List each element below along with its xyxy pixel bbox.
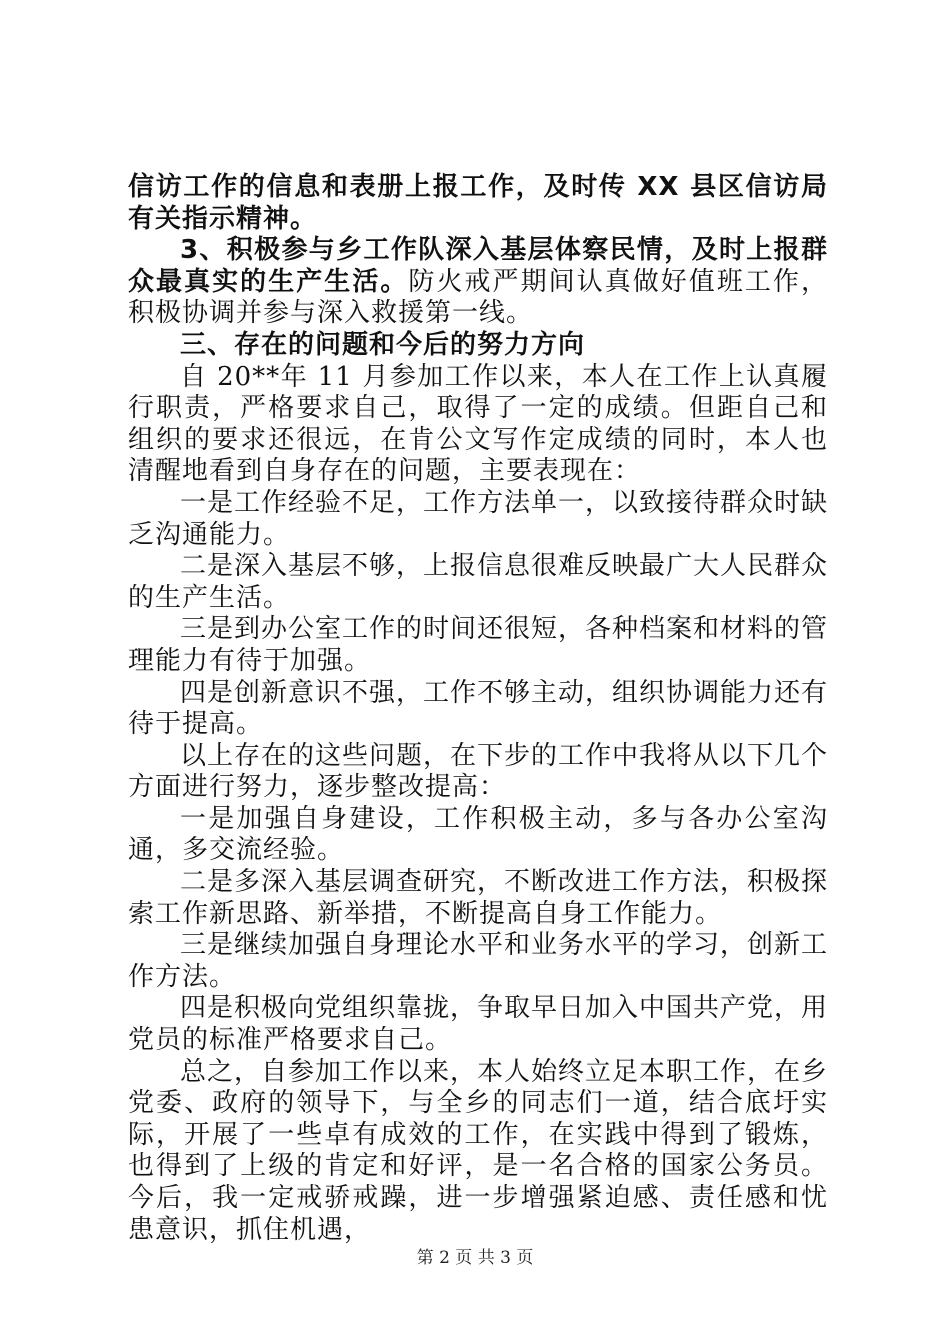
paragraph-2-bold-lead: 3、积极参与乡工作队深入基层体察民情，及时上报群众最真实的生产生活。	[128, 235, 828, 297]
paragraph-2-rest: 防火戒严期间认真做好值班工作，积极协调并参与深入救援第一线。	[128, 266, 828, 329]
improvement-item-2: 二是多深入基层调查研究，不断改进工作方法，积极探索工作新思路、新举措，不断提高自身工作能力。	[128, 867, 829, 929]
paragraph-intro: 自 20**年 11 月参加工作以来，本人在工作上认真履行职责，严格要求自己，取得了一定的成绩。但距自己和组织的要求还很远，在肯公文写作定成绩的同时，本人也清醒地看到自身存在的问题，主要表现在：	[128, 361, 828, 487]
document-body	[128, 172, 828, 1246]
paragraph-2	[128, 235, 828, 330]
improvement-item-1: 一是加强自身建设，工作积极主动，多与各办公室沟通，多交流经验。	[128, 803, 828, 866]
problem-item-2: 二是深入基层不够，上报信息很难反映最广大人民群众的生产生活。	[128, 551, 829, 613]
page-number-footer: 第 2 页 共 3 页	[416, 1248, 534, 1268]
problem-item-3: 三是到办公室工作的时间还很短，各种档案和材料的管理能力有待于加强。	[128, 614, 829, 676]
improvement-item-4: 四是积极向党组织靠拢，争取早日加入中国共产党，用党员的标准严格要求自己。	[128, 993, 829, 1056]
problem-item-4: 四是创新意识不强，工作不够主动，组织协调能力还有待于提高。	[128, 677, 829, 740]
improvement-item-3: 三是继续加强自身理论水平和业务水平的学习，创新工作方法。	[128, 930, 829, 992]
paragraph-1: 信访工作的信息和表册上报工作，及时传 XX 县区信访局有关指示精神。	[128, 172, 828, 234]
conclusion-paragraph: 总之，自参加工作以来，本人始终立足本职工作，在乡党委、政府的领导下，与全乡的同志们一道，结合底圩实际，开展了一些卓有成效的工作，在实践中得到了锻炼，也得到了上级的肯定和好评，是一名合格的国家公务员。今后，我一定戒骄戒躁，进一步增强紧迫感、责任感和忧患意识，抓住机遇，	[128, 1056, 829, 1245]
problem-item-1: 一是工作经验不足，工作方法单一，以致接待群众时缺乏沟通能力。	[128, 487, 829, 550]
section-heading: 三、存在的问题和今后的努力方向	[180, 329, 586, 360]
improvement-intro: 以上存在的这些问题，在下步的工作中我将从以下几个方面进行努力，逐步整改提高：	[128, 740, 829, 803]
